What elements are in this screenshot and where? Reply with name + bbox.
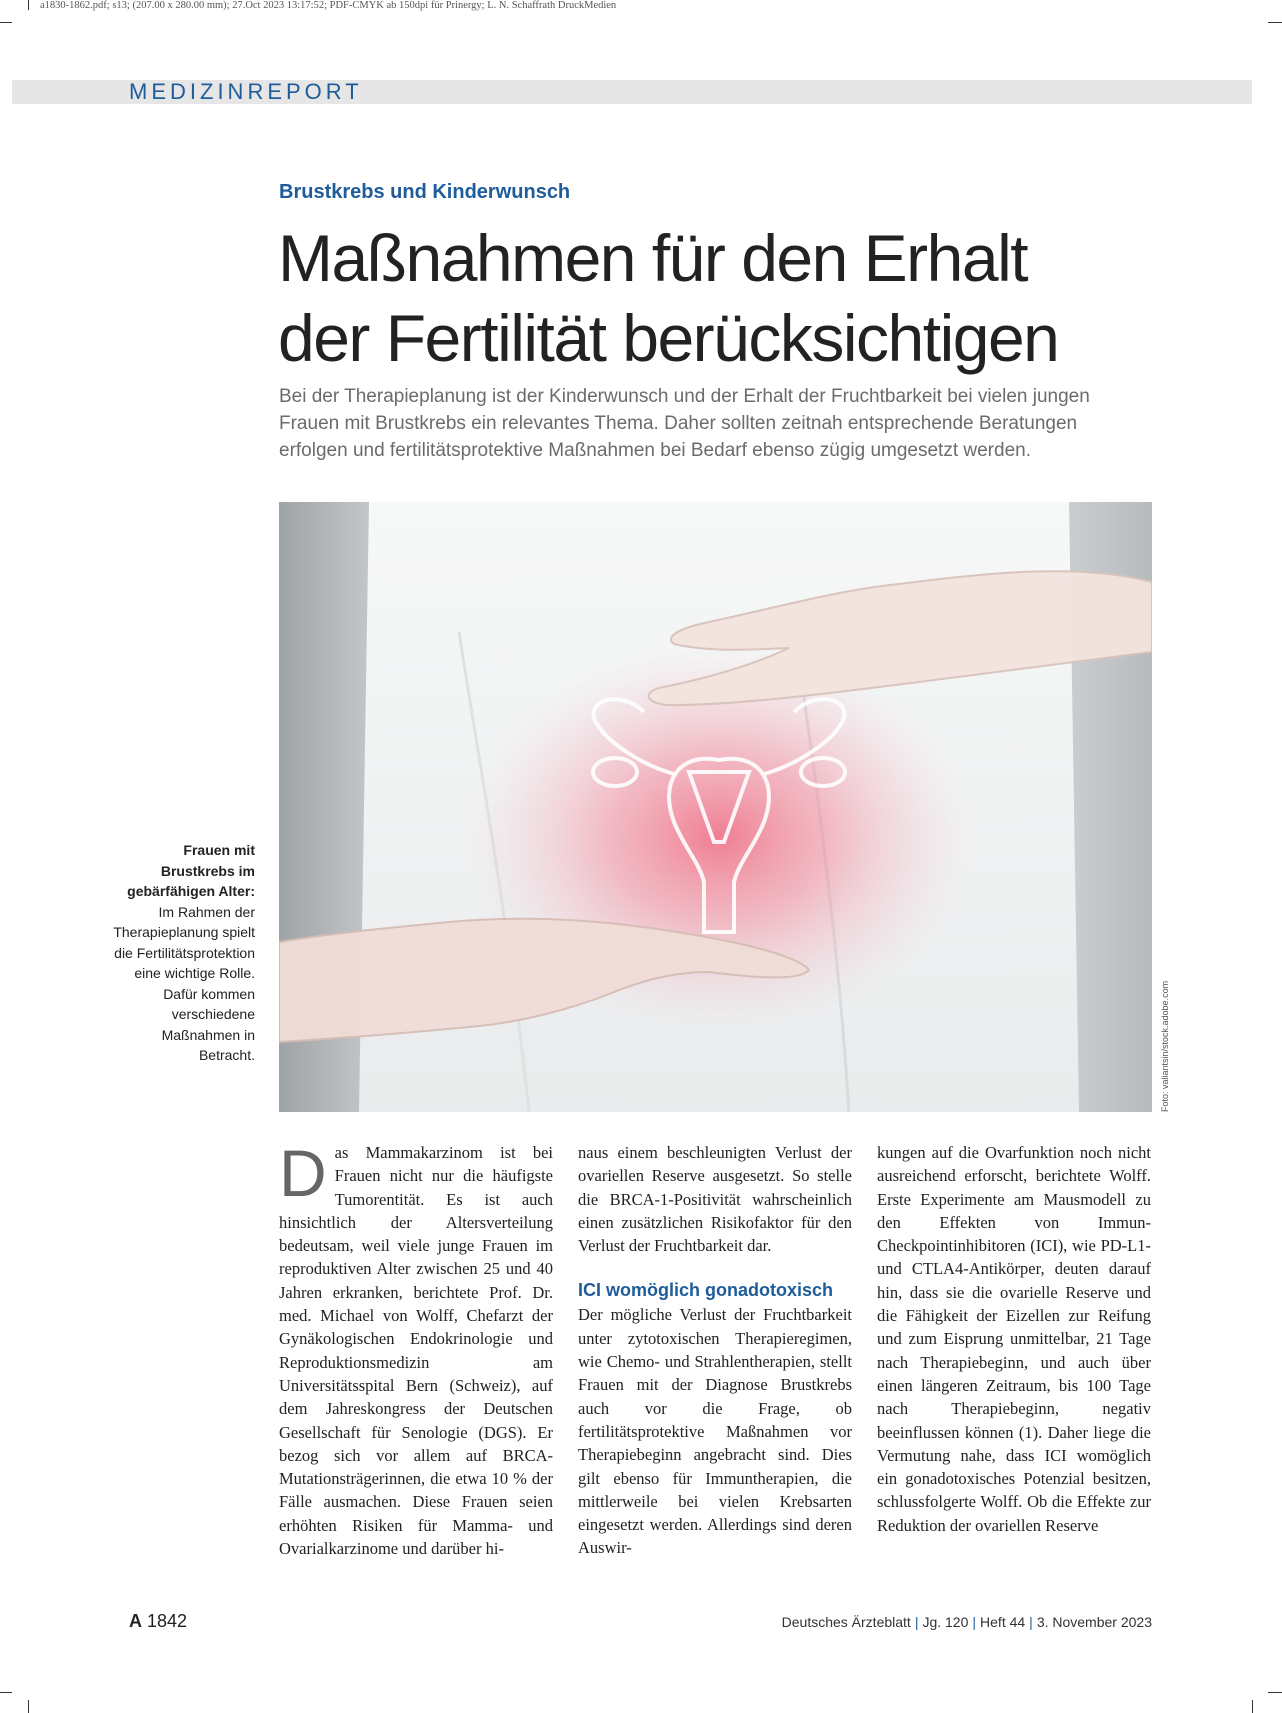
photo-illustration — [279, 502, 1152, 1112]
caption-text: Im Rahmen der Therapieplanung spielt die Fertilitätsprotektion eine wichtige Rolle. Dafür kommen verschiedene Maßnahmen in Betracht. — [113, 903, 255, 1063]
crop-mark — [0, 1692, 12, 1693]
article-lead: Bei der Therapieplanung ist der Kinderwunsch und der Erhalt der Fruchtbarkeit bei vielen jungen Frauen mit Brustkrebs ein relevantes Thema. Daher sollten zeitnah entsprechende Beratungen erfolgen und fertilitätsprotektive Maßnahmen bei Bedarf ebenso zügig umgesetzt werden. — [279, 386, 1090, 461]
body-paragraph: Der mögliche Verlust der Fruchtbarkeit unter zytotoxischen Therapieregimen, wie Chemo- und Strahlentherapien, stellt Frauen mit der Diagnose Brustkrebs auch vor die Frage, ob fertilitätsprotektive Maßnahmen vor Therapiebeginn angebracht sind. Dies gilt ebenso für Immuntherapien, die mittlerweile bei vielen Krebsarten eingesetzt werden. Allerdings sind deren Auswir- — [578, 1305, 852, 1558]
body-text: as Mammakarzinom ist bei Frauen nicht nur die häufigste Tumorentität. Es ist auch hinsichtlich der Altersverteilung bedeutsam, weil viele junge Frauen im reproduktiven Alter zwischen 25 und 40 Jahren erkranken, berichtete Prof. Dr. med. Michael von Wolff, Chefarzt der Gynäkologischen Endokrinologie und Reproduktionsmedizin am Universitätsspital Bern (Schweiz), auf dem Jahreskongress der Deutschen Gesellschaft für Senologie (DGS). Er bezog sich vor allem auf BRCA-Mutationsträgerinnen, die etwa 10 % der Fälle ausmachen. Diese Frauen seien erhöhten Risiken für Mamma- und Ovarialkarzinome und darüber hi- — [279, 1143, 553, 1559]
headline-line-2: der Fertilität berücksichtigen — [278, 301, 1059, 375]
article-kicker: Brustkrebs und Kinderwunsch — [279, 181, 571, 203]
folio-prefix: A — [129, 1611, 142, 1631]
crop-mark — [1268, 22, 1282, 23]
crop-mark — [0, 22, 12, 23]
photo-caption — [110, 840, 255, 1066]
body-paragraph — [279, 1136, 553, 1560]
print-slug: a1830-1862.pdf; s13; (207.00 x 280.00 mm); 27.Oct 2023 13:17:52; PDF-CMYK ab 150dpi für Prinergy; L. N. Schaffrath DruckMedien — [40, 0, 617, 11]
journal-footer — [782, 1614, 1152, 1630]
crop-mark — [1268, 1692, 1282, 1693]
body-paragraph: naus einem beschleunigten Verlust der ovariellen Reserve ausgesetzt. So stelle die BRCA-1-Positivität wahrscheinlich einen zusätzlichen Risikofaktor für den Verlust der Fruchtbarkeit dar. — [578, 1143, 852, 1256]
journal-issue: Heft 44 — [980, 1614, 1026, 1630]
article-photo — [279, 502, 1152, 1112]
journal-name: Deutsches Ärzteblatt — [781, 1614, 911, 1630]
caption-lead: Frauen mit Brustkrebs im gebärfähigen Alter: — [127, 842, 255, 899]
headline-line-1: Maßnahmen für den Erhalt — [278, 221, 1028, 295]
separator: | — [914, 1614, 919, 1630]
body-paragraph: kungen auf die Ovarfunktion noch nicht ausreichend erforscht, berichtete Wolff. Erste Experimente am Mausmodell zu den Effekten von Immun-Checkpointinhibitoren (ICI), wie PD-L1- und CTLA4-Antikörper, deuten darauf hin, dass sie die ovarielle Reserve und die Fähigkeit der Eizellen zur Reifung und zum Eisprung unmittelbar, 21 Tage nach Therapiebeginn, und auch über einen längeren Zeitraum, bis 100 Tage nach Therapiebeginn, negativ beeinflussen können (1). Daher liege die Vermutung nahe, dass ICI womöglich ein gonadotoxisches Potenzial besitzen, schlussfolgerte Wolff. Ob die Effekte zur Reduktion der ovariellen Reserve — [877, 1143, 1151, 1535]
body-column-3 — [877, 1141, 1151, 1537]
article-headline — [278, 218, 1178, 378]
crop-mark — [1252, 1700, 1253, 1713]
body-column-2 — [578, 1141, 852, 1560]
separator: | — [972, 1614, 977, 1630]
journal-date: 3. November 2023 — [1036, 1614, 1152, 1630]
section-subhead: ICI womöglich gonadotoxisch — [578, 1280, 834, 1301]
section-label: MEDIZINREPORT — [129, 79, 363, 104]
page-number: 1842 — [147, 1611, 188, 1631]
separator: | — [1029, 1614, 1033, 1630]
journal-volume: Jg. 120 — [922, 1614, 969, 1630]
page-folio — [129, 1611, 187, 1632]
drop-cap: D — [279, 1136, 327, 1210]
photo-credit: Foto: valiantsin/stock.adobe.com — [1160, 980, 1170, 1112]
body-column-1 — [279, 1136, 553, 1560]
crop-mark — [28, 1700, 29, 1713]
crop-mark — [28, 0, 29, 10]
